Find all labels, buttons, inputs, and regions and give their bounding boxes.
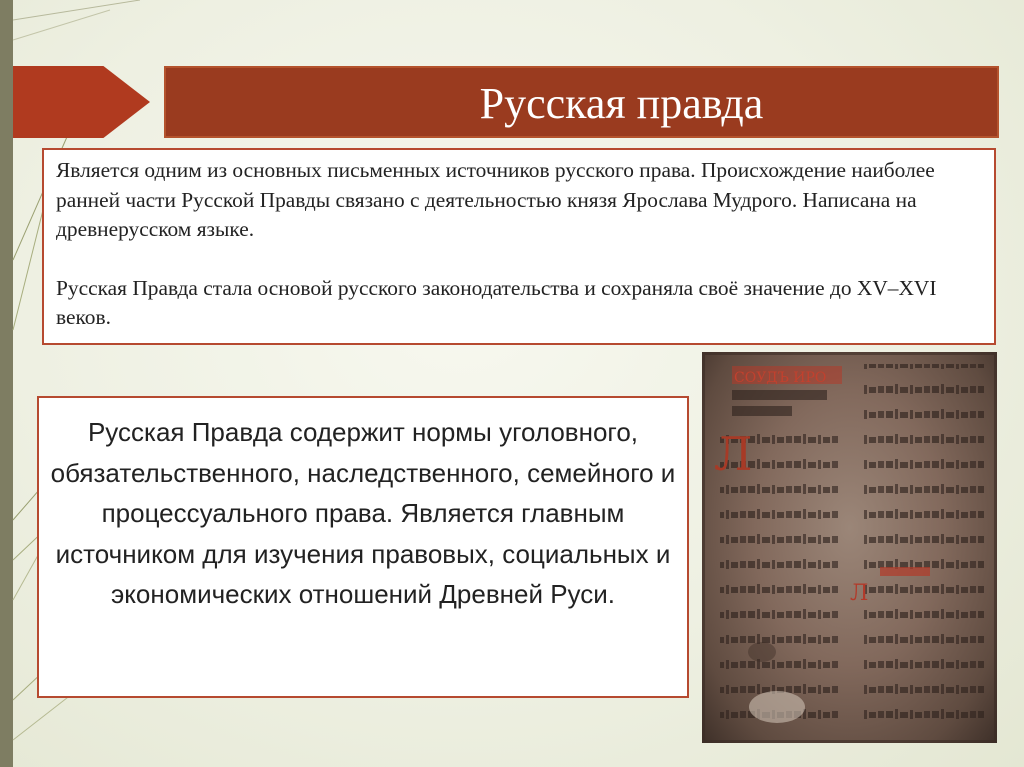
manuscript-image <box>702 352 997 743</box>
title-banner <box>164 66 999 138</box>
manuscript-page-illustration <box>702 352 997 743</box>
manuscript-red-mark: Л <box>850 581 869 606</box>
intro-text-box <box>42 148 996 345</box>
manuscript-initial-letter: Л <box>714 427 753 481</box>
intro-paragraph: Является одним из основных письменных источников русского права. Происхождение наиболее ранней части Русской Правды связано с деятельностью князя Ярослава Мудрого. Написана на древнерусском языке. <box>56 158 935 241</box>
second-paragraph: Русская Правда стала основой русского законодательства и сохраняла своё значение до XV–XVI веков. <box>56 275 937 329</box>
highlight-text: Русская Правда содержит нормы уголовного, обязательственного, наследственного, семейного и процессуального права. Является главным источником для изучения правовых, социальных и экономических отношений Древней Руси. <box>50 417 676 609</box>
manuscript-header-text: СОУДЪ ИРО <box>734 370 827 386</box>
slide-title: Русская правда <box>479 79 764 128</box>
highlight-text-box <box>37 396 689 698</box>
